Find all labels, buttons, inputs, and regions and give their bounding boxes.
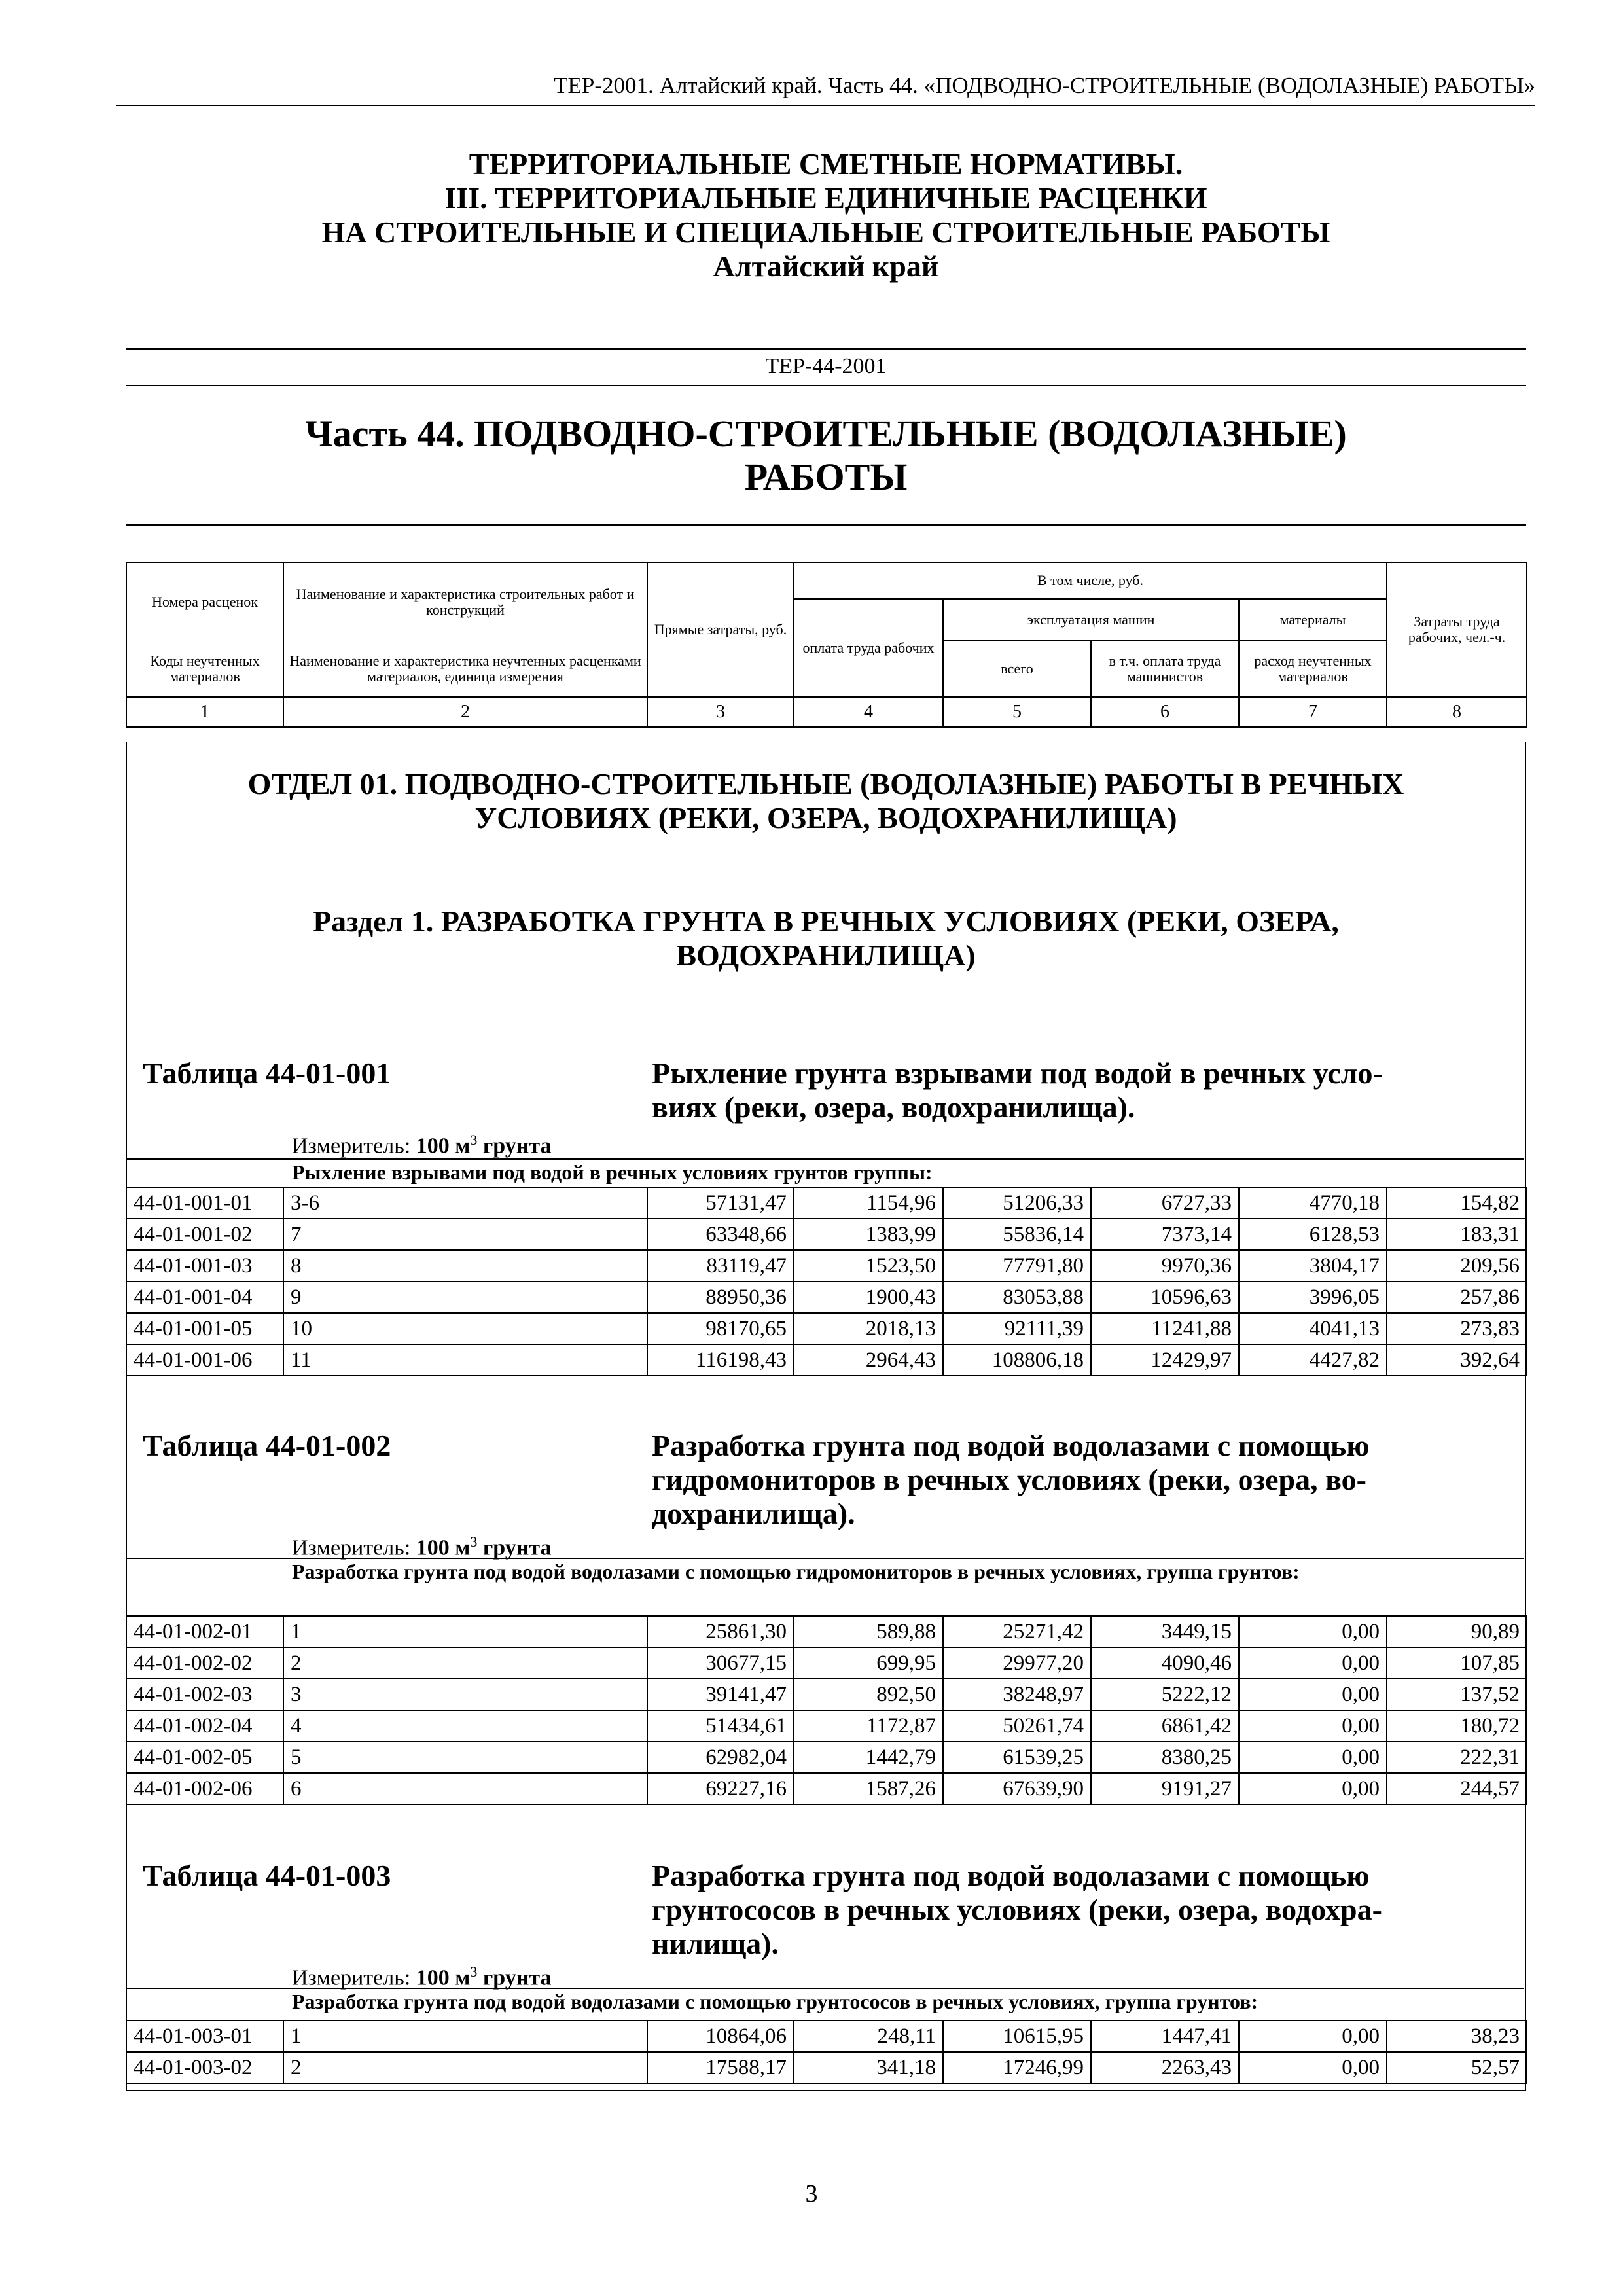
section-line-2: ВОДОХРАНИЛИЩА) [676,939,976,972]
title-region: Алтайский край [713,249,939,283]
table-row [126,1250,1527,1282]
group-rule [126,1158,1524,1160]
value-cell: 183,31 [1387,1219,1527,1250]
value-cell: 0,00 [1239,1679,1387,1710]
value-cell: 108806,18 [943,1344,1091,1376]
col-header-machinist-wages: в т.ч. оплата труда машинистов [1091,641,1239,697]
value-cell: 25861,30 [647,1616,794,1647]
table-title [652,1429,1463,1531]
value-cell: 137,52 [1387,1679,1527,1710]
soil-group-cell: 5 [283,1742,647,1773]
soil-group-cell: 2 [283,1647,647,1679]
table-title-line: Рыхление грунта взрывами под водой в речных усло- [652,1056,1383,1090]
value-cell: 52,57 [1387,2052,1527,2083]
value-cell: 88950,36 [647,1282,794,1313]
page-number: 3 [805,2180,818,2208]
measure-label: Измеритель: [292,1965,411,1990]
value-cell: 116198,43 [647,1344,794,1376]
value-cell: 5222,12 [1091,1679,1239,1710]
value-cell: 10596,63 [1091,1282,1239,1313]
value-cell: 3996,05 [1239,1282,1387,1313]
table-row [126,2020,1527,2052]
col-header-direct-costs: Прямые затраты, руб. [647,562,794,697]
value-cell: 98170,65 [647,1313,794,1344]
document-title [116,147,1535,283]
soil-group-cell: 3-6 [283,1187,647,1219]
table-title [652,1859,1463,1961]
group-heading: Разработка грунта под водой водолазами с помощью гидромониторов в речных условиях, группа грунтов: [292,1560,1300,1583]
rates-table [126,1615,1527,1805]
measure-value: 100 м [416,1965,471,1990]
soil-group-cell: 8 [283,1250,647,1282]
value-cell: 90,89 [1387,1616,1527,1647]
col-header-wages: оплата труда рабочих [794,599,943,697]
part-title-line-2: РАБОТЫ [744,456,908,498]
value-cell: 62982,04 [647,1742,794,1773]
value-cell: 0,00 [1239,2020,1387,2052]
department-line-2: УСЛОВИЯХ (РЕКИ, ОЗЕРА, ВОДОХРАНИЛИЩА) [474,801,1177,834]
col-header-codes: Номера расценок [126,562,283,641]
value-cell: 10615,95 [943,2020,1091,2052]
value-cell: 38,23 [1387,2020,1527,2052]
value-cell: 0,00 [1239,1710,1387,1742]
value-cell: 69227,16 [647,1773,794,1804]
value-cell: 154,82 [1387,1187,1527,1219]
value-cell: 39141,47 [647,1679,794,1710]
measure-label: Измеритель: [292,1535,411,1560]
value-cell: 11241,88 [1091,1313,1239,1344]
group-rule [126,1988,1524,1989]
col-header-material-codes: Коды неучтенных материалов [126,641,283,697]
table-title-line: Разработка грунта под водой водолазами с помощью [652,1429,1370,1462]
col-number: 4 [794,697,943,727]
value-cell: 30677,15 [647,1647,794,1679]
value-cell: 3804,17 [1239,1250,1387,1282]
rate-code-cell: 44-01-003-02 [126,2052,283,2083]
group-heading: Рыхление взрывами под водой в речных условиях грунтов группы: [292,1160,933,1184]
value-cell: 29977,20 [943,1647,1091,1679]
table-row [126,1710,1527,1742]
measure-unit: грунта [482,1134,552,1158]
value-cell: 12429,97 [1091,1344,1239,1376]
table-title-line: Разработка грунта под водой водолазами с помощью [652,1859,1370,1892]
value-cell: 892,50 [794,1679,943,1710]
value-cell: 2964,43 [794,1344,943,1376]
value-cell: 1383,99 [794,1219,943,1250]
value-cell: 61539,25 [943,1742,1091,1773]
value-cell: 209,56 [1387,1250,1527,1282]
value-cell: 273,83 [1387,1313,1527,1344]
document-code: ТЕР-44-2001 [765,354,887,378]
value-cell: 83119,47 [647,1250,794,1282]
col-header-name: Наименование и характеристика строительных работ и конструкций [283,562,647,641]
part-title-line-1: Часть 44. ПОДВОДНО-СТРОИТЕЛЬНЫЕ (ВОДОЛАЗНЫЕ) [305,412,1347,455]
value-cell: 50261,74 [943,1710,1091,1742]
value-cell: 699,95 [794,1647,943,1679]
col-header-including: В том числе, руб. [794,562,1387,599]
soil-group-cell: 4 [283,1710,647,1742]
value-cell: 67639,90 [943,1773,1091,1804]
col-header-machines-total: всего [943,641,1091,697]
value-cell: 2263,43 [1091,2052,1239,2083]
value-cell: 341,18 [794,2052,943,2083]
table-row [126,1282,1527,1313]
table-row [126,1344,1527,1376]
rate-code-cell: 44-01-002-05 [126,1742,283,1773]
value-cell: 7373,14 [1091,1219,1239,1250]
value-cell: 9970,36 [1091,1250,1239,1282]
table-measure [292,1959,551,1991]
value-cell: 1447,41 [1091,2020,1239,2052]
value-cell: 8380,25 [1091,1742,1239,1773]
rate-code-cell: 44-01-001-06 [126,1344,283,1376]
value-cell: 392,64 [1387,1344,1527,1376]
measure-exponent: 3 [470,1534,478,1550]
department-heading [126,767,1526,835]
measure-exponent: 3 [470,1132,478,1148]
running-header: ТЕР-2001. Алтайский край. Часть 44. «ПОДВОДНО-СТРОИТЕЛЬНЫЕ (ВОДОЛАЗНЫЕ) РАБОТЫ» [554,73,1535,98]
value-cell: 3449,15 [1091,1616,1239,1647]
table-number: Таблица 44-01-002 [143,1429,391,1462]
table-number: Таблица 44-01-003 [143,1859,391,1892]
rate-code-cell: 44-01-002-02 [126,1647,283,1679]
rate-code-cell: 44-01-002-03 [126,1679,283,1710]
soil-group-cell: 1 [283,2020,647,2052]
value-cell: 257,86 [1387,1282,1527,1313]
rate-code-cell: 44-01-003-01 [126,2020,283,2052]
col-number: 1 [126,697,283,727]
rates-table [126,2020,1527,2084]
value-cell: 1442,79 [794,1742,943,1773]
value-cell: 4427,82 [1239,1344,1387,1376]
rate-code-cell: 44-01-002-01 [126,1616,283,1647]
part-title [126,412,1526,499]
value-cell: 77791,80 [943,1250,1091,1282]
table-row [126,2052,1527,2083]
value-cell: 0,00 [1239,1616,1387,1647]
soil-group-cell: 6 [283,1773,647,1804]
value-cell: 4041,13 [1239,1313,1387,1344]
rate-code-cell: 44-01-001-01 [126,1187,283,1219]
value-cell: 83053,88 [943,1282,1091,1313]
table-row [126,1187,1527,1219]
value-cell: 2018,13 [794,1313,943,1344]
value-cell: 0,00 [1239,1773,1387,1804]
value-cell: 6861,42 [1091,1710,1239,1742]
col-number: 3 [647,697,794,727]
value-cell: 244,57 [1387,1773,1527,1804]
measure-exponent: 3 [470,1964,478,1980]
value-cell: 222,31 [1387,1742,1527,1773]
code-rule-bottom [126,385,1526,386]
value-cell: 51434,61 [647,1710,794,1742]
value-cell: 180,72 [1387,1710,1527,1742]
value-cell: 17246,99 [943,2052,1091,2083]
group-rule [126,1558,1524,1559]
code-rule-top [126,348,1526,350]
value-cell: 51206,33 [943,1187,1091,1219]
value-cell: 55836,14 [943,1219,1091,1250]
header-divider [116,105,1535,106]
group-heading: Разработка грунта под водой водолазами с помощью грунтососов в речных условиях, группа грунтов: [292,1990,1258,2013]
measure-value: 100 м [416,1134,471,1158]
rate-code-cell: 44-01-001-02 [126,1219,283,1250]
value-cell: 1154,96 [794,1187,943,1219]
table-title-line: грунтососов в речных условиях (реки, озера, водохра- [652,1893,1382,1926]
col-number: 7 [1239,697,1387,727]
col-header-labor-hours: Затраты труда рабочих, чел.-ч. [1387,562,1527,697]
rate-code-cell: 44-01-001-05 [126,1313,283,1344]
value-cell: 10864,06 [647,2020,794,2052]
value-cell: 0,00 [1239,1647,1387,1679]
col-number: 8 [1387,697,1527,727]
value-cell: 4090,46 [1091,1647,1239,1679]
table-title-line: гидромониторов в речных условиях (реки, озера, во- [652,1463,1366,1496]
col-number: 2 [283,697,647,727]
soil-group-cell: 9 [283,1282,647,1313]
measure-unit: грунта [482,1535,552,1560]
soil-group-cell: 2 [283,2052,647,2083]
soil-group-cell: 7 [283,1219,647,1250]
col-header-materials: материалы [1239,599,1387,641]
rates-table [126,1187,1527,1376]
section-heading [126,905,1526,973]
value-cell: 6128,53 [1239,1219,1387,1250]
table-measure [292,1127,551,1159]
table-title-line: виях (реки, озера, водохранилища). [652,1090,1135,1124]
col-number: 5 [943,697,1091,727]
value-cell: 1172,87 [794,1710,943,1742]
table-row [126,1616,1527,1647]
table-row [126,1742,1527,1773]
table-measure [292,1529,551,1561]
value-cell: 0,00 [1239,1742,1387,1773]
soil-group-cell: 10 [283,1313,647,1344]
soil-group-cell: 11 [283,1344,647,1376]
title-line-2: III. ТЕРРИТОРИАЛЬНЫЕ ЕДИНИЧНЫЕ РАСЦЕНКИ [444,181,1207,215]
department-line-1: ОТДЕЛ 01. ПОДВОДНО-СТРОИТЕЛЬНЫЕ (ВОДОЛАЗНЫЕ) РАБОТЫ В РЕЧНЫХ [247,767,1404,800]
value-cell: 1523,50 [794,1250,943,1282]
value-cell: 9191,27 [1091,1773,1239,1804]
value-cell: 92111,39 [943,1313,1091,1344]
soil-group-cell: 1 [283,1616,647,1647]
measure-value: 100 м [416,1535,471,1560]
col-header-material-consumption: расход неучтенных материалов [1239,641,1387,697]
value-cell: 0,00 [1239,2052,1387,2083]
value-cell: 1900,43 [794,1282,943,1313]
part-divider [126,524,1526,526]
table-title-line: дохранилища). [652,1497,855,1530]
rate-code-cell: 44-01-002-06 [126,1773,283,1804]
value-cell: 107,85 [1387,1647,1527,1679]
table-row [126,1679,1527,1710]
measure-label: Измеритель: [292,1134,411,1158]
col-header-material-name: Наименование и характеристика неучтенных расценками материалов, единица измерения [283,641,647,697]
col-header-machines: эксплуатация машин [943,599,1239,641]
value-cell: 63348,66 [647,1219,794,1250]
table-title-line: нилища). [652,1927,779,1960]
value-cell: 248,11 [794,2020,943,2052]
table-title [652,1056,1463,1124]
rate-code-cell: 44-01-001-03 [126,1250,283,1282]
column-header-table [126,562,1527,728]
col-number: 6 [1091,697,1239,727]
value-cell: 6727,33 [1091,1187,1239,1219]
value-cell: 589,88 [794,1616,943,1647]
title-line-1: ТЕРРИТОРИАЛЬНЫЕ СМЕТНЫЕ НОРМАТИВЫ. [469,147,1183,181]
value-cell: 17588,17 [647,2052,794,2083]
value-cell: 57131,47 [647,1187,794,1219]
value-cell: 1587,26 [794,1773,943,1804]
table-row [126,1773,1527,1804]
title-line-3: НА СТРОИТЕЛЬНЫЕ И СПЕЦИАЛЬНЫЕ СТРОИТЕЛЬНЫЕ РАБОТЫ [321,215,1330,249]
measure-unit: грунта [482,1965,552,1990]
table-row [126,1219,1527,1250]
rate-code-cell: 44-01-002-04 [126,1710,283,1742]
section-line-1: Раздел 1. РАЗРАБОТКА ГРУНТА В РЕЧНЫХ УСЛОВИЯХ (РЕКИ, ОЗЕРА, [313,905,1339,938]
table-row [126,1313,1527,1344]
table-row [126,1647,1527,1679]
value-cell: 4770,18 [1239,1187,1387,1219]
soil-group-cell: 3 [283,1679,647,1710]
rate-code-cell: 44-01-001-04 [126,1282,283,1313]
table-number: Таблица 44-01-001 [143,1056,391,1090]
value-cell: 38248,97 [943,1679,1091,1710]
value-cell: 25271,42 [943,1616,1091,1647]
